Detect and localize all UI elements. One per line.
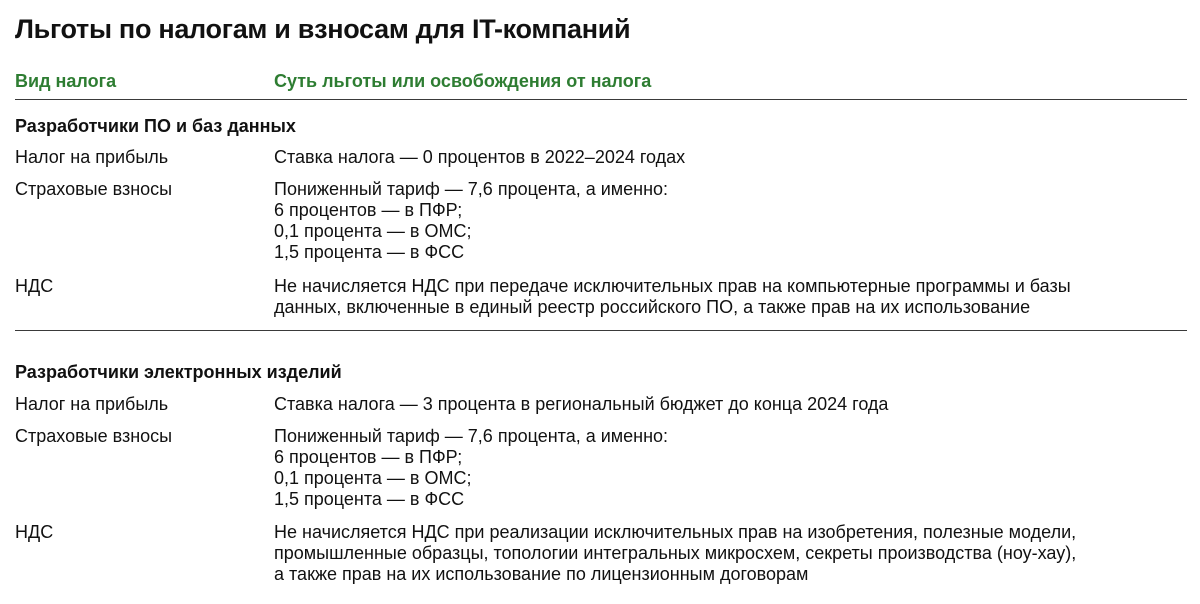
row-value-line: Ставка налога — 3 процента в региональный бюджет до конца 2024 года xyxy=(274,394,889,414)
section-title-electronics: Разработчики электронных изделий xyxy=(15,362,342,382)
row-value-line: Не начисляется НДС при реализации исключительных прав на изобретения, полезные модели, xyxy=(274,522,1077,542)
section-title-software: Разработчики ПО и баз данных xyxy=(15,116,296,136)
row-value xyxy=(274,426,1174,510)
row-label: Налог на прибыль xyxy=(15,147,169,167)
header-benefit-description: Суть льготы или освобождения от налога xyxy=(274,71,652,91)
row-value-line: 1,5 процента — в ФСС xyxy=(274,242,465,262)
row-value-line: Пониженный тариф — 7,6 процента, а именно: xyxy=(274,426,669,446)
row-value-line: а также прав на их использование по лицензионным договорам xyxy=(274,564,809,584)
row-value-line: промышленные образцы, топологии интегральных микросхем, секреты производства (ноу-хау), xyxy=(274,543,1077,563)
row-value-line: 6 процентов — в ПФР; xyxy=(274,447,463,467)
row-label: НДС xyxy=(15,522,54,542)
row-label: Страховые взносы xyxy=(15,426,173,446)
table-header xyxy=(15,71,1187,100)
row-value xyxy=(274,147,1174,168)
row-value-line: 1,5 процента — в ФСС xyxy=(274,489,465,509)
row-value-line: Пониженный тариф — 7,6 процента, а именно: xyxy=(274,179,669,199)
row-label: Страховые взносы xyxy=(15,179,173,199)
row-value xyxy=(274,394,1174,415)
row-value-line: 6 процентов — в ПФР; xyxy=(274,200,463,220)
row-value xyxy=(274,179,1174,263)
section-divider xyxy=(15,330,1187,331)
row-label: НДС xyxy=(15,276,54,296)
row-value xyxy=(274,522,1174,585)
row-value-line: 0,1 процента — в ОМС; xyxy=(274,468,472,488)
row-value-line: Не начисляется НДС при передаче исключительных прав на компьютерные программы и базы xyxy=(274,276,1071,296)
row-value-line: данных, включенные в единый реестр российского ПО, а также прав на их использование xyxy=(274,297,1031,317)
page-title: Льготы по налогам и взносам для IT-компаний xyxy=(15,14,631,44)
header-tax-type: Вид налога xyxy=(15,71,117,91)
row-label: Налог на прибыль xyxy=(15,394,169,414)
row-value-line: Ставка налога — 0 процентов в 2022–2024 годах xyxy=(274,147,686,167)
row-value xyxy=(274,276,1174,318)
row-value-line: 0,1 процента — в ОМС; xyxy=(274,221,472,241)
